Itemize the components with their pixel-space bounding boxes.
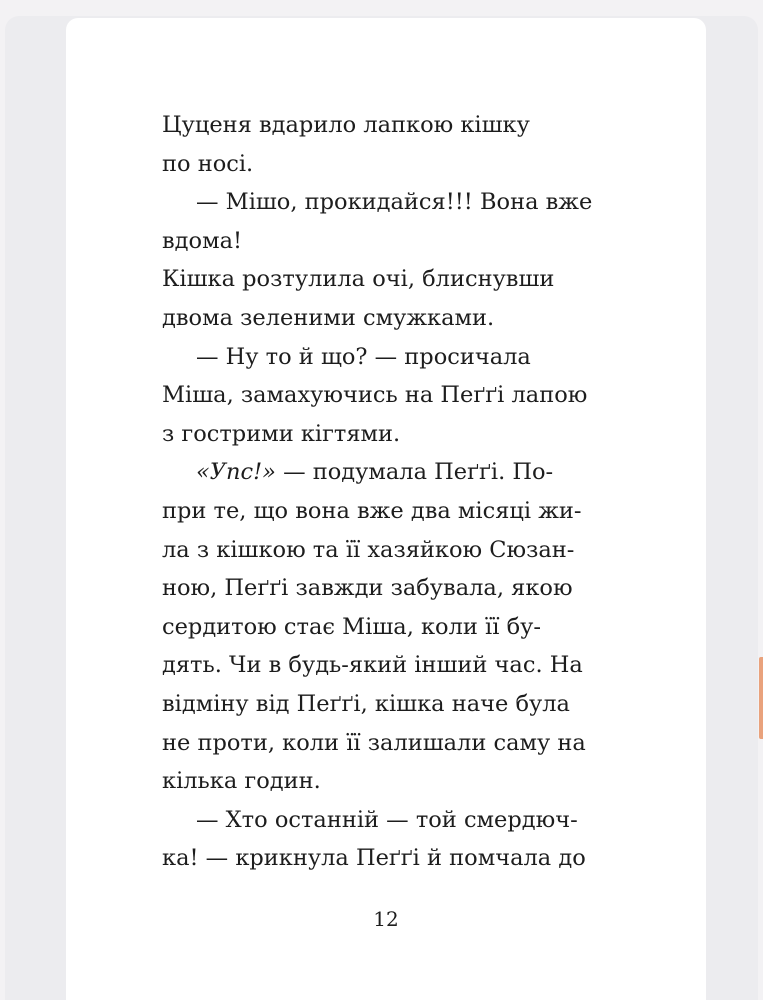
text-line: ла з кішкою та її хазяйкою Сюзан-: [162, 536, 575, 563]
text-line: при те, що вона вже два місяці жи-: [162, 497, 582, 524]
text-line: двома зеленими смужками.: [162, 304, 495, 331]
text-line: — Хто останній — той смердюч-: [196, 806, 578, 833]
page-number: 12: [373, 907, 399, 931]
text-line: Цуценя вдарило лапкою кішку: [162, 112, 530, 138]
text-line: — Ну то й що? — просичала: [196, 343, 531, 370]
text-line: — Мішо, прокидайся!!! Вона вже: [196, 189, 593, 216]
scroll-position-marker[interactable]: [759, 657, 763, 739]
text-line: Міша, замахуючись на Пеґґі лапою: [162, 382, 588, 409]
text-line: не проти, коли її залишали саму на: [162, 729, 586, 756]
text-line: Кішка розтулила очі, блиснувши: [162, 266, 555, 293]
text-line: сердитою стає Міша, коли її бу-: [162, 613, 541, 640]
text-line: ка! — крикнула Пеґґі й помчала до: [162, 845, 586, 872]
text-line: по носі.: [162, 150, 254, 177]
text-fragment: — подумала Пеґґі. По-: [275, 459, 554, 486]
page-text: [162, 106, 610, 878]
text-line: відміну від Пеґґі, кішка наче була: [162, 690, 570, 717]
book-page: [66, 18, 706, 1000]
text-line: дять. Чи в будь-який інший час. На: [162, 652, 583, 679]
text-line: [162, 453, 610, 492]
text-line: вдома!: [162, 227, 243, 254]
text-line: з гострими кігтями.: [162, 420, 401, 447]
text-line: ною, Пеґґі завжди забувала, якою: [162, 575, 573, 602]
italic-phrase: «Упс!»: [196, 459, 276, 486]
text-line: кілька годин.: [162, 768, 321, 795]
